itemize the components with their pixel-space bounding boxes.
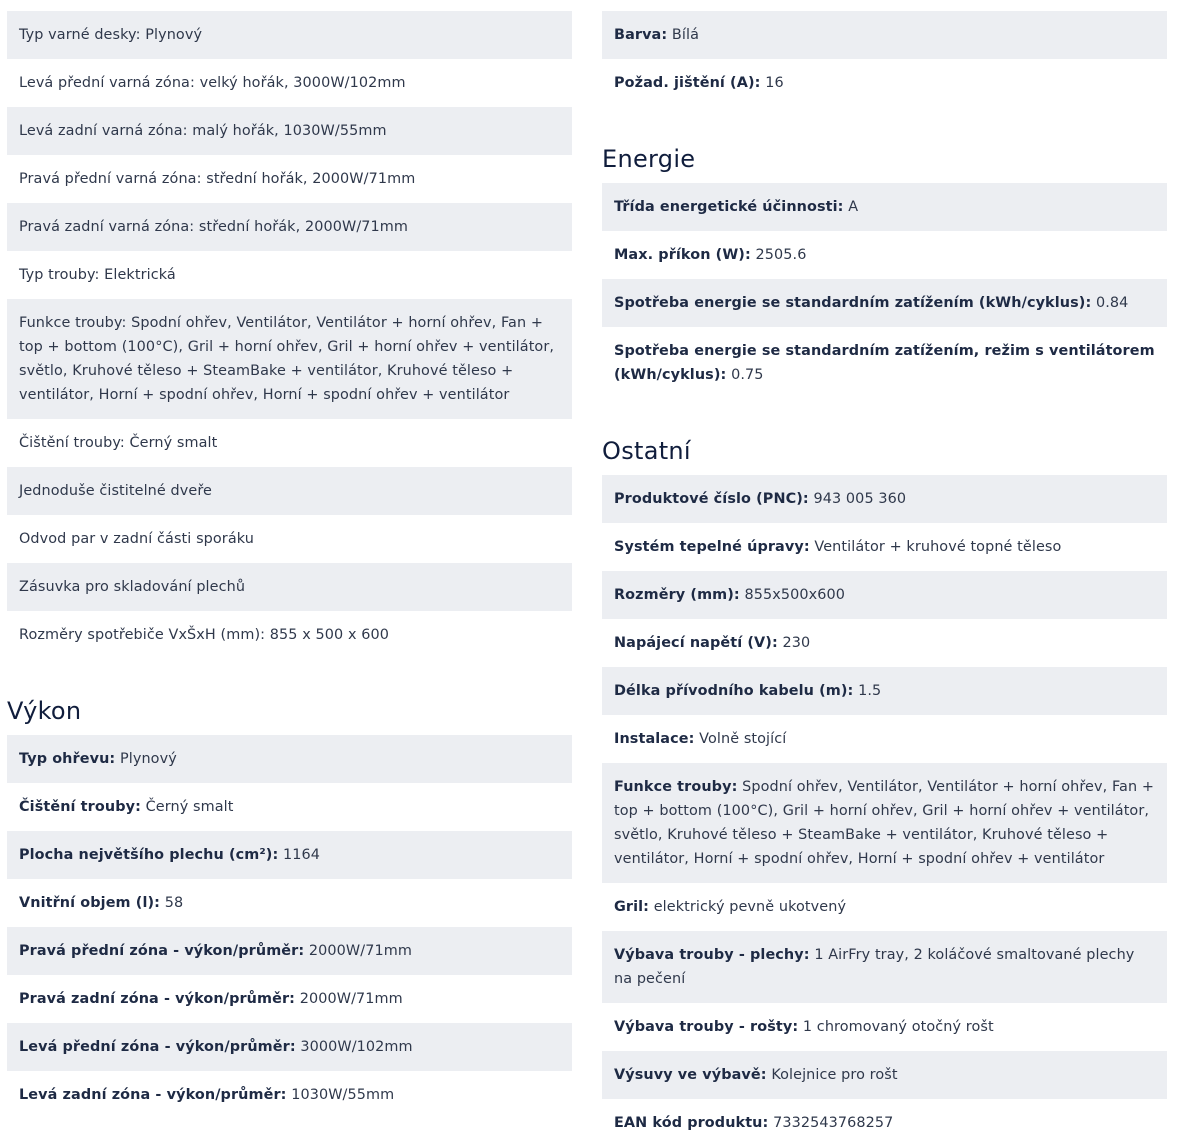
spec-row bbox=[7, 927, 572, 975]
spec-value: 230 bbox=[782, 635, 811, 651]
spec-value: Kolejnice pro rošt bbox=[771, 1067, 898, 1083]
spec-text: Levá zadní varná zóna: malý hořák, 1030W/55mm bbox=[19, 123, 387, 139]
left-spec-list bbox=[7, 11, 572, 659]
spec-row bbox=[602, 931, 1167, 1003]
spec-label: Spotřeba energie se standardním zatížením (kWh/cyklus): bbox=[614, 295, 1092, 311]
spec-value: Volně stojící bbox=[699, 731, 787, 747]
section-title-vykon: Výkon bbox=[7, 697, 82, 725]
spec-value: 1030W/55mm bbox=[291, 1087, 395, 1103]
spec-label: Třída energetické účinnosti: bbox=[614, 199, 844, 215]
spec-value: elektrický pevně ukotvený bbox=[653, 899, 847, 915]
vykon-spec-list bbox=[7, 735, 572, 1119]
spec-row bbox=[7, 1023, 572, 1071]
spec-row bbox=[602, 715, 1167, 763]
spec-row bbox=[7, 975, 572, 1023]
spec-row bbox=[602, 475, 1167, 523]
spec-row bbox=[7, 107, 572, 155]
spec-text: Pravá zadní varná zóna: střední hořák, 2000W/71mm bbox=[19, 219, 409, 235]
spec-value: 16 bbox=[765, 75, 784, 91]
spec-value: 2505.6 bbox=[755, 247, 807, 263]
spec-row bbox=[7, 563, 572, 611]
spec-row bbox=[7, 299, 572, 419]
spec-label: Požad. jištění (A): bbox=[614, 75, 761, 91]
spec-value: Bílá bbox=[671, 27, 700, 43]
spec-label: Čištění trouby: bbox=[19, 799, 141, 815]
spec-value: 0.75 bbox=[731, 367, 764, 383]
spec-row bbox=[7, 735, 572, 783]
spec-label: Levá zadní zóna - výkon/průměr: bbox=[19, 1087, 287, 1103]
spec-value: 1 chromovaný otočný rošt bbox=[802, 1019, 994, 1035]
spec-text: Zásuvka pro skladování plechů bbox=[19, 579, 246, 595]
energie-spec-list bbox=[602, 183, 1167, 399]
spec-text: Odvod par v zadní části sporáku bbox=[19, 531, 254, 547]
spec-row bbox=[602, 763, 1167, 883]
spec-text: Rozměry spotřebiče VxŠxH (mm): 855 x 500 x 600 bbox=[19, 627, 390, 643]
spec-label: Systém tepelné úpravy: bbox=[614, 539, 810, 555]
ostatni-spec-list bbox=[602, 475, 1167, 1147]
spec-row bbox=[7, 611, 572, 659]
spec-value: 2000W/71mm bbox=[308, 943, 412, 959]
spec-value: 943 005 360 bbox=[813, 491, 907, 507]
spec-row bbox=[7, 155, 572, 203]
section-title-ostatni: Ostatní bbox=[602, 437, 691, 465]
spec-row bbox=[602, 231, 1167, 279]
right-spec-list bbox=[602, 11, 1167, 107]
spec-row bbox=[602, 279, 1167, 327]
spec-value: 58 bbox=[164, 895, 184, 911]
spec-label: Výbava trouby - plechy: bbox=[614, 947, 810, 963]
spec-label: Pravá zadní zóna - výkon/průměr: bbox=[19, 991, 296, 1007]
spec-row bbox=[7, 59, 572, 107]
spec-label: Typ ohřevu: bbox=[19, 751, 116, 767]
left-spec-column bbox=[7, 11, 572, 1119]
spec-value: 7332543768257 bbox=[773, 1115, 894, 1131]
spec-row bbox=[602, 523, 1167, 571]
spec-text: Čištění trouby: Černý smalt bbox=[19, 435, 218, 451]
spec-text: Jednoduše čistitelné dveře bbox=[19, 483, 212, 499]
spec-label: Plocha největšího plechu (cm²): bbox=[19, 847, 279, 863]
spec-value: 855x500x600 bbox=[744, 587, 846, 603]
spec-row bbox=[7, 783, 572, 831]
spec-row bbox=[7, 467, 572, 515]
spec-label: Max. příkon (W): bbox=[614, 247, 751, 263]
spec-row bbox=[602, 327, 1167, 399]
spec-label: Gril: bbox=[614, 899, 650, 915]
spec-label: EAN kód produktu: bbox=[614, 1115, 769, 1131]
spec-label: Rozměry (mm): bbox=[614, 587, 740, 603]
spec-label: Pravá přední zóna - výkon/průměr: bbox=[19, 943, 305, 959]
spec-label: Levá přední zóna - výkon/průměr: bbox=[19, 1039, 296, 1055]
spec-row bbox=[602, 667, 1167, 715]
spec-row bbox=[602, 619, 1167, 667]
spec-label: Délka přívodního kabelu (m): bbox=[614, 683, 854, 699]
spec-value: 1164 bbox=[283, 847, 321, 863]
spec-value: 2000W/71mm bbox=[299, 991, 403, 1007]
spec-label: Barva: bbox=[614, 27, 668, 43]
spec-value: Plynový bbox=[119, 751, 177, 767]
spec-value: 1 AirFry tray, 2 koláčové smaltované plechy na pečení bbox=[614, 947, 1135, 987]
spec-label: Vnitřní objem (l): bbox=[19, 895, 161, 911]
spec-value: Černý smalt bbox=[145, 799, 234, 815]
spec-text: Pravá přední varná zóna: střední hořák, 2000W/71mm bbox=[19, 171, 416, 187]
spec-label: Výsuvy ve výbavě: bbox=[614, 1067, 767, 1083]
spec-label: Instalace: bbox=[614, 731, 695, 747]
spec-label: Spotřeba energie se standardním zatížením, režim s ventilátorem (kWh/cyklus): bbox=[614, 343, 1155, 383]
spec-value: 0.84 bbox=[1096, 295, 1129, 311]
spec-text: Levá přední varná zóna: velký hořák, 3000W/102mm bbox=[19, 75, 406, 91]
spec-row bbox=[602, 1099, 1167, 1147]
spec-row bbox=[7, 419, 572, 467]
spec-label: Napájecí napětí (V): bbox=[614, 635, 778, 651]
spec-row bbox=[602, 1051, 1167, 1099]
spec-row bbox=[602, 1003, 1167, 1051]
spec-row bbox=[602, 11, 1167, 59]
spec-value: 3000W/102mm bbox=[300, 1039, 413, 1055]
spec-value: 1.5 bbox=[858, 683, 882, 699]
spec-text: Funkce trouby: Spodní ohřev, Ventilátor, Ventilátor + horní ohřev, Fan + top + bottom (100°C), Gril + horní ohřev, Gril + horní ohřev + ventilátor, světlo, Kruhové těleso + SteamBake + ventilátor, Kruhové těleso + ventilátor, Horní + spodní ohřev, Horní + spodní ohřev + ventilátor bbox=[19, 315, 555, 403]
spec-row bbox=[7, 251, 572, 299]
spec-label: Funkce trouby: bbox=[614, 779, 738, 795]
spec-text: Typ varné desky: Plynový bbox=[19, 27, 203, 43]
spec-row bbox=[602, 59, 1167, 107]
spec-value: Ventilátor + kruhové topné těleso bbox=[814, 539, 1062, 555]
spec-row bbox=[7, 203, 572, 251]
spec-row bbox=[602, 571, 1167, 619]
spec-row bbox=[602, 883, 1167, 931]
spec-label: Produktové číslo (PNC): bbox=[614, 491, 809, 507]
section-title-energie: Energie bbox=[602, 145, 696, 173]
right-spec-column bbox=[602, 11, 1167, 1147]
spec-text: Typ trouby: Elektrická bbox=[19, 267, 176, 283]
spec-value: Spodní ohřev, Ventilátor, Ventilátor + horní ohřev, Fan + top + bottom (100°C), Gril + horní ohřev, Gril + horní ohřev + ventilátor, světlo, Kruhové těleso + SteamBake + ventilátor, Kruhové těleso + ventilátor, Horní + spodní ohřev, Horní + spodní ohřev + ventilátor bbox=[614, 779, 1155, 867]
spec-row bbox=[602, 183, 1167, 231]
spec-value: A bbox=[848, 199, 859, 215]
spec-label: Výbava trouby - rošty: bbox=[614, 1019, 799, 1035]
spec-row bbox=[7, 11, 572, 59]
spec-row bbox=[7, 879, 572, 927]
spec-row bbox=[7, 515, 572, 563]
spec-row bbox=[7, 831, 572, 879]
spec-row bbox=[7, 1071, 572, 1119]
